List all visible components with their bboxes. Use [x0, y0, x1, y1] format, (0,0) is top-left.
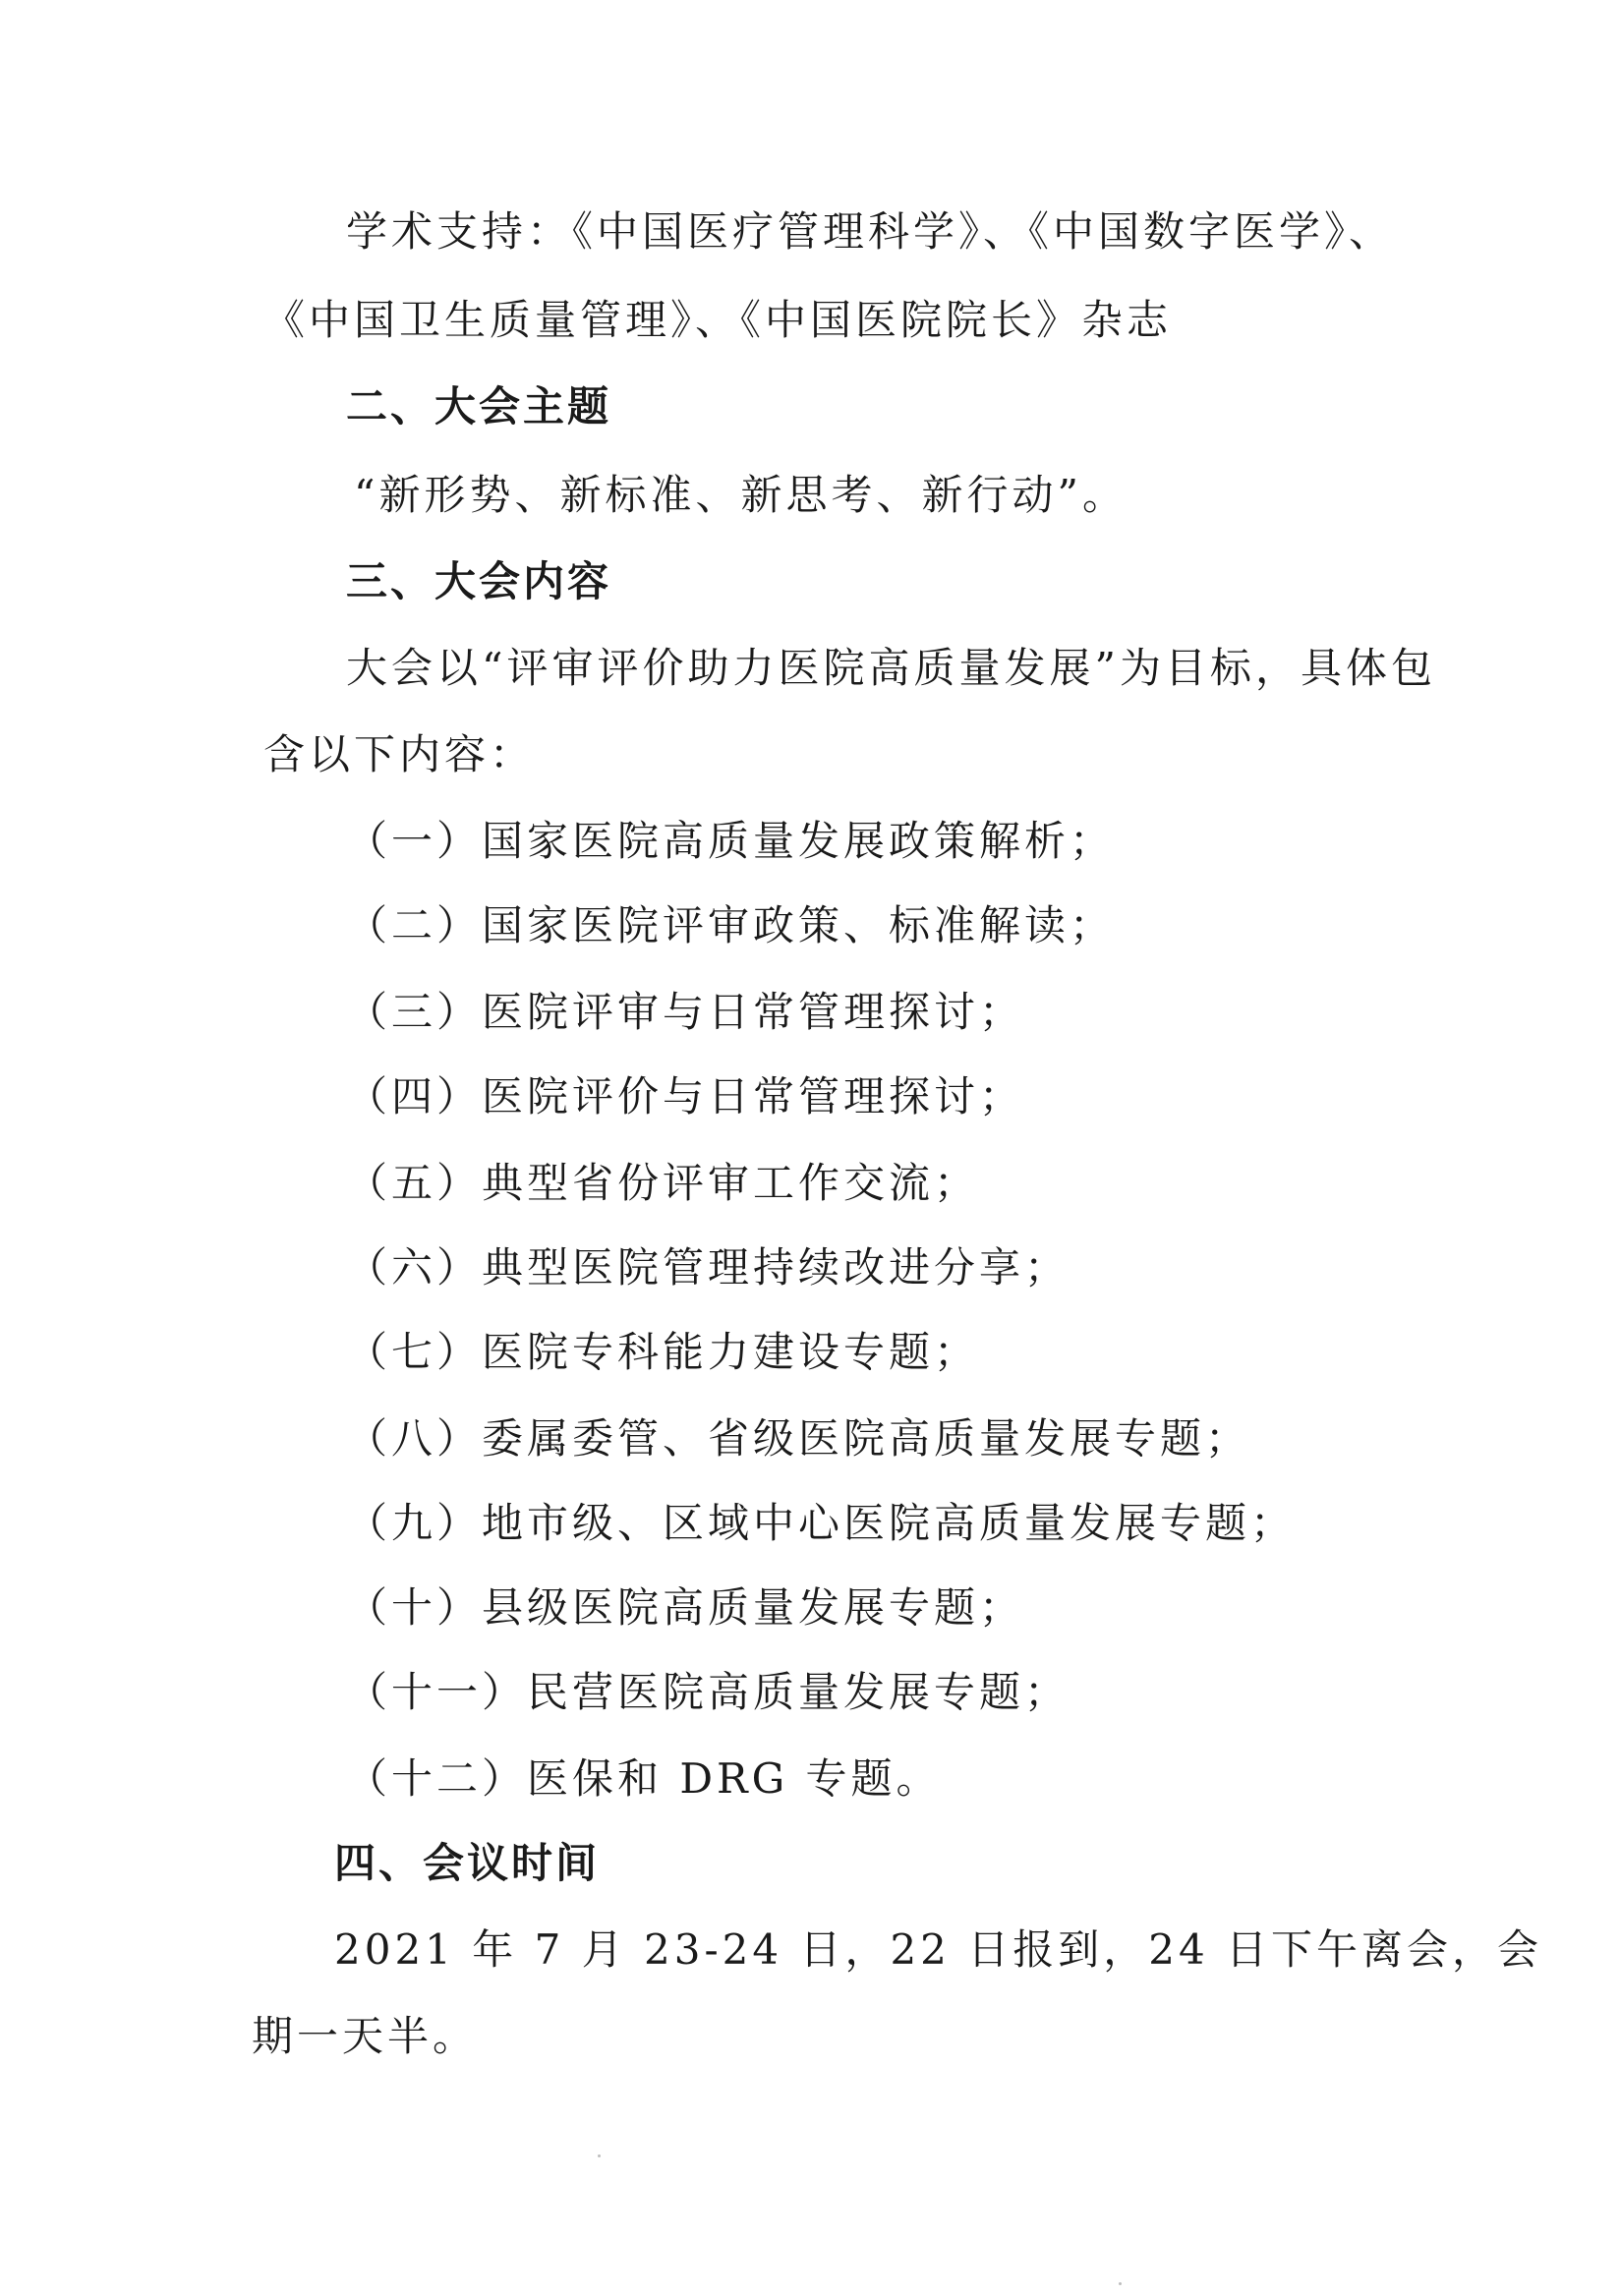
content-item-4: （四）医院评价与日常管理探讨；: [346, 1072, 1025, 1120]
academic-support-line-2: 《中国卫生质量管理》、《中国医院院长》杂志: [263, 296, 1173, 344]
time-line-1: 2021 年 7 月 23-24 日，22 日报到，24 日下午离会，会: [334, 1925, 1543, 1974]
content-item-8: （八）委属委管、省级医院高质量发展专题；: [346, 1414, 1251, 1463]
content-item-3: （三）医院评审与日常管理探讨；: [346, 988, 1025, 1036]
content-item-2: （二）国家医院评审政策、标准解读；: [346, 901, 1116, 949]
scan-speck: [1119, 2282, 1122, 2285]
content-item-6: （六）典型医院管理持续改进分享；: [346, 1243, 1070, 1292]
content-item-11: （十一）民营医院高质量发展专题；: [346, 1668, 1070, 1716]
section-heading-content: 三、大会内容: [346, 557, 612, 605]
content-item-9: （九）地市级、区域中心医院高质量发展专题；: [346, 1499, 1297, 1547]
section-heading-time: 四、会议时间: [334, 1839, 601, 1887]
content-item-10: （十）县级医院高质量发展专题；: [346, 1583, 1025, 1632]
content-item-12: （十二）医保和 DRG 专题。: [346, 1754, 942, 1803]
content-item-7: （七）医院专科能力建设专题；: [346, 1328, 980, 1376]
section-heading-theme: 二、大会主题: [346, 382, 612, 430]
content-item-5: （五）典型省份评审工作交流；: [346, 1159, 980, 1207]
theme-text: “新形势、新标准、新思考、新行动”。: [354, 471, 1128, 519]
time-line-2: 期一天半。: [252, 2012, 479, 2060]
content-intro-line-2: 含以下内容：: [263, 730, 536, 778]
academic-support-line-1: 学术支持：《中国医疗管理科学》、《中国数字医学》、: [346, 207, 1395, 256]
content-intro-line-1: 大会以“评审评价助力医院高质量发展”为目标，具体包: [346, 644, 1436, 692]
content-item-1: （一）国家医院高质量发展政策解析；: [346, 817, 1116, 865]
scan-speck: [598, 2154, 601, 2157]
